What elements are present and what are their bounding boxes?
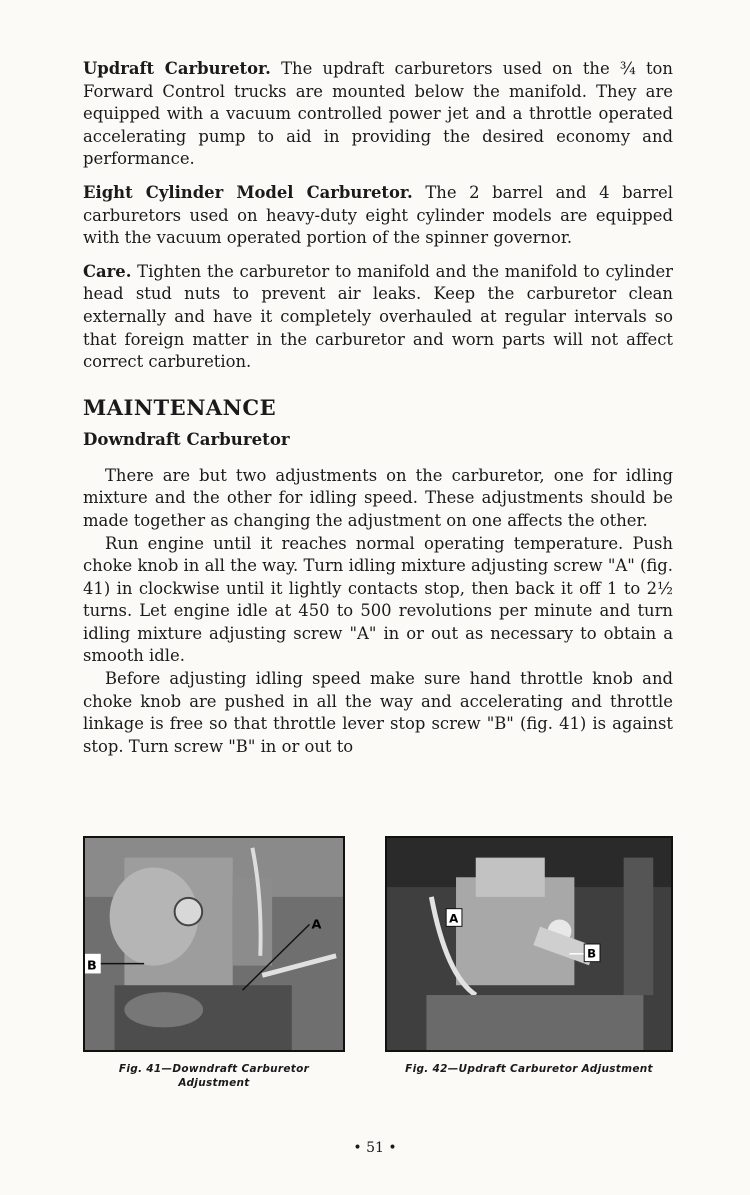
subheading-downdraft: Downdraft Carburetor bbox=[83, 428, 290, 449]
page-body bbox=[83, 58, 673, 758]
label-b: B bbox=[86, 958, 97, 974]
figure-41-caption: Fig. 41—Downdraft Carburetor Adjustment bbox=[118, 1063, 310, 1089]
figure-41-photo bbox=[83, 836, 345, 1052]
figure-42 bbox=[385, 836, 673, 1076]
figure-41 bbox=[83, 836, 345, 1090]
updraft-carburetor-illustration bbox=[387, 838, 671, 1050]
figures bbox=[83, 836, 673, 1089]
paragraph-idling-speed: Before adjusting idling speed make sure hand throttle knob and choke knob are pushed in all the way and accelerating and throttle linkage is free so that throttle lever stop screw "B" (fig. 41) is against stop. Turn screw "B" in or out to bbox=[83, 669, 673, 756]
figure-42-photo bbox=[385, 836, 673, 1052]
text-care: Tighten the carburetor to manifold and the manifold to cylinder head stud nuts to prevent air leaks. Keep the carburetor clean externally and have it completely overhauled at regular intervals so that foreign matter in the carburetor and worn parts will not affect correct carburetion. bbox=[83, 261, 673, 372]
figure-42-caption: Fig. 42—Updraft Carburetor Adjustment bbox=[405, 1063, 653, 1075]
page-number: • 51 • bbox=[353, 1140, 397, 1156]
paragraph-care bbox=[83, 261, 673, 374]
lead-care: Care. bbox=[83, 261, 132, 281]
paragraph-adjustments: There are but two adjustments on the carburetor, one for idling mixture and the other for idling speed. These adjustments should be made together as changing the adjustment on one affects the other. bbox=[83, 465, 673, 530]
label-a: A bbox=[311, 917, 322, 933]
section-heading-maintenance: MAINTENANCE bbox=[83, 394, 277, 420]
paragraph-updraft bbox=[83, 58, 673, 171]
paragraph-run-engine: Run engine until it reaches normal operating temperature. Push choke knob in all the way. Turn idling mixture adjusting screw "A" (fig. 41) in clockwise until it lightly contacts stop, then back it off 1 to 2½ turns. Let engine idle at 450 to 500 revolutions per minute and turn idling mixture adjusting screw "A" in or out as necessary to obtain a smooth idle. bbox=[83, 533, 673, 666]
paragraph-eight-cylinder bbox=[83, 182, 673, 250]
lead-eight-cylinder: Eight Cylinder Model Carburetor. bbox=[83, 182, 413, 202]
downdraft-carburetor-illustration bbox=[85, 838, 343, 1050]
lead-updraft: Updraft Carburetor. bbox=[83, 59, 271, 78]
text-updraft: The updraft carburetors used on the ¾ ton Forward Control trucks are mounted below the manifold. They are equipped with a vacuum controlled power jet and a throttle operated accelerating pump to aid in providing the desired economy and performance. bbox=[83, 59, 673, 169]
label-a: A bbox=[449, 911, 459, 926]
label-b: B bbox=[587, 946, 597, 961]
text-eight-cylinder: The 2 barrel and 4 barrel carburetors used on heavy-duty eight cylinder models are equipped with the vacuum operated portion of the spinner governor. bbox=[83, 182, 673, 248]
